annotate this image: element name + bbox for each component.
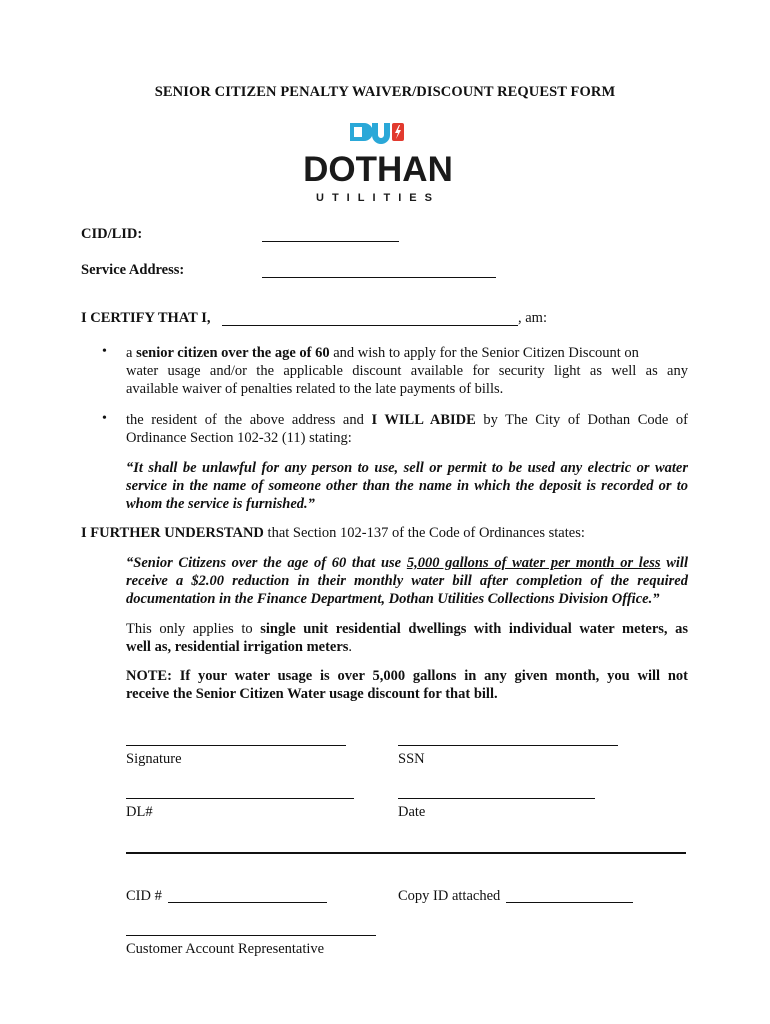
representative-field[interactable]	[126, 935, 376, 936]
cid-number-label: CID #	[126, 888, 162, 904]
quote-2-line-1: “Senior Citizens over the age of 60 that use 5,000 gallons of water per month or less will	[126, 555, 688, 571]
logo-graphic	[288, 117, 468, 213]
representative-label: Customer Account Representative	[126, 941, 325, 957]
cid-number-field[interactable]	[168, 902, 327, 903]
further-understand: I FURTHER UNDERSTAND that Section 102-137 of the Code of Ordinances states:	[81, 525, 585, 541]
cid-lid-field[interactable]	[262, 241, 399, 242]
bullet-1-line-3: available waiver of penalties related to the late payments of bills.	[126, 381, 504, 397]
section-divider	[126, 852, 686, 854]
service-address-field[interactable]	[262, 277, 496, 278]
dl-field[interactable]	[126, 798, 354, 799]
ssn-field[interactable]	[398, 745, 618, 746]
note-line-2: receive the Senior Citizen Water usage discount for that bill.	[126, 686, 498, 702]
quote-1-line-1: “It shall be unlawful for any person to use, sell or permit to be used any electric or water	[126, 460, 688, 476]
bullet-1-line-2: water usage and/or the applicable discount available for security light as well as any	[126, 363, 688, 379]
bullet-1-line-1: a senior citizen over the age of 60 and wish to apply for the Senior Citizen Discount on	[126, 345, 639, 361]
quote-1-line-2: service in the name of someone other than the name in which the deposit is recorded or to	[126, 478, 688, 494]
logo-sub: UTILITIES	[316, 192, 440, 204]
bullet-2-line-1: the resident of the above address and I WILL ABIDE by The City of Dothan Code of	[126, 412, 688, 428]
quote-2-line-2: receive a $2.00 reduction in their monthly water bill after completion of the required	[126, 573, 688, 589]
signature-field[interactable]	[126, 745, 346, 746]
certify-name-field[interactable]	[222, 325, 518, 326]
bullet-2-line-2: Ordinance Section 102-32 (11) stating:	[126, 430, 352, 446]
cid-lid-label: CID/LID:	[81, 226, 143, 242]
dl-label: DL#	[126, 804, 153, 820]
logo-name: DOTHAN	[303, 150, 453, 189]
certify-label: I CERTIFY THAT I,	[81, 310, 211, 326]
certify-suffix: , am:	[518, 310, 547, 326]
ssn-label: SSN	[398, 751, 425, 767]
note-line-1: NOTE: If your water usage is over 5,000 gallons in any given month, you will not	[126, 668, 688, 684]
copy-id-label: Copy ID attached	[398, 888, 501, 904]
quote-1-line-3: whom the service is furnished.”	[126, 496, 315, 512]
du-mark-icon	[350, 123, 404, 144]
applies-line-2: well as, residential irrigation meters.	[126, 639, 353, 655]
quote-2-line-3: documentation in the Finance Department, Dothan Utilities Collections Division Office.”	[126, 591, 660, 607]
applies-line-1: This only applies to single unit residential dwellings with individual water meters, as	[126, 621, 688, 637]
signature-label: Signature	[126, 751, 182, 767]
date-label: Date	[398, 804, 426, 820]
bullet-icon: •	[102, 411, 107, 426]
form-title: SENIOR CITIZEN PENALTY WAIVER/DISCOUNT REQUEST FORM	[154, 84, 616, 100]
bullet-icon: •	[102, 344, 107, 359]
dothan-utilities-logo	[288, 117, 468, 213]
service-address-label: Service Address:	[81, 262, 185, 278]
copy-id-field[interactable]	[506, 902, 633, 903]
date-field[interactable]	[398, 798, 595, 799]
